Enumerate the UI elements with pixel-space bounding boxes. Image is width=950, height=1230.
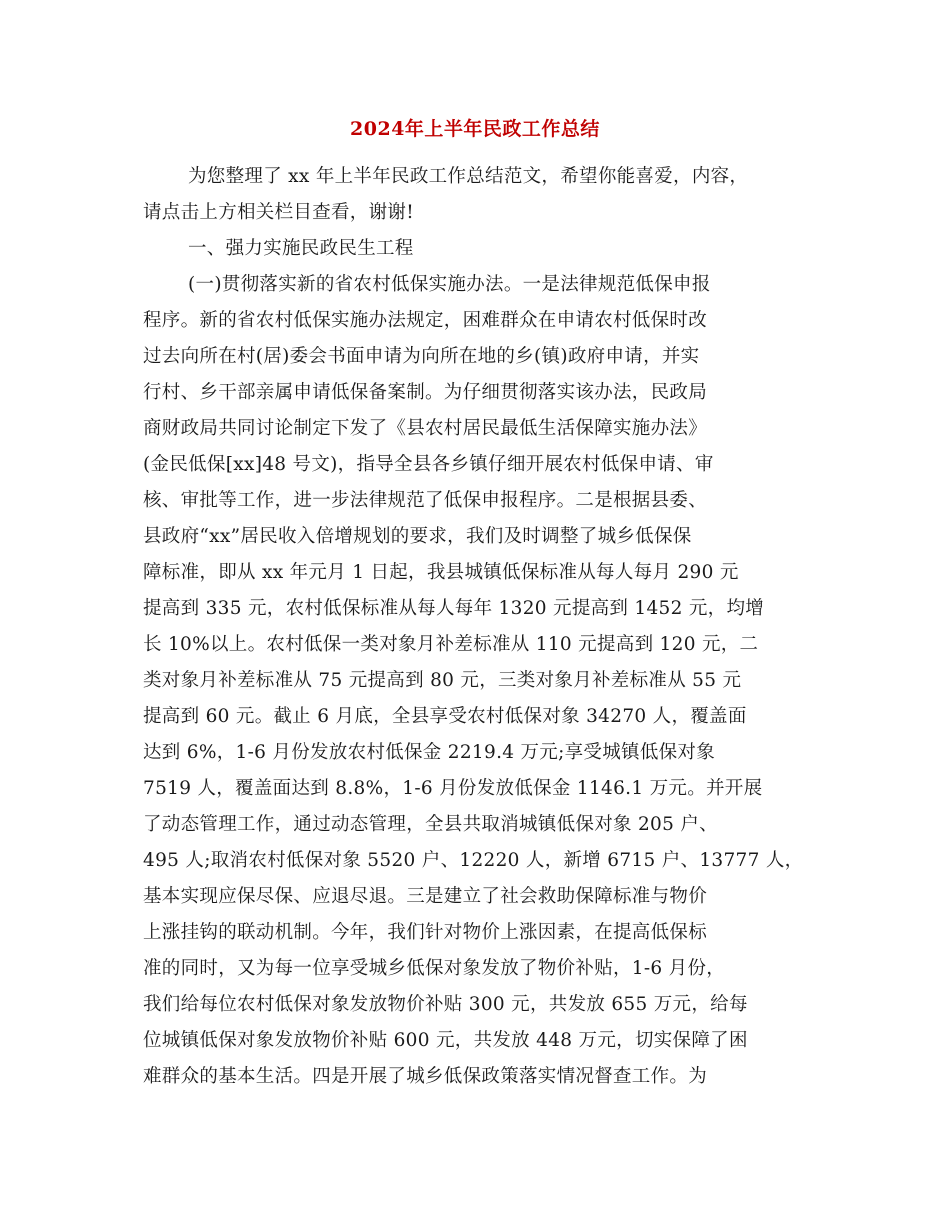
paragraph-line: (金民低保[xx]48 号文)，指导全县各乡镇仔细开展农村低保申请、审 [143, 454, 714, 475]
paragraph-line: (一)贯彻落实新的省农村低保实施办法。一是法律规范低保申报 [188, 274, 711, 295]
paragraph-line: 为您整理了 xx 年上半年民政工作总结范文，希望你能喜爱，内容， [188, 166, 749, 187]
paragraph-line: 提高到 60 元。截止 6 月底，全县享受农村低保对象 34270 人，覆盖面 [143, 706, 747, 727]
paragraph-line: 类对象月补差标准从 75 元提高到 80 元，三类对象月补差标准从 55 元 [143, 670, 742, 691]
paragraph-line: 核、审批等工作，进一步法律规范了低保申报程序。二是根据县委、 [143, 490, 708, 511]
paragraph-line: 7519 人，覆盖面达到 8.8%，1-6 月份发放低保金 1146.1 万元。并开展 [143, 778, 763, 799]
paragraph-line: 障标准，即从 xx 年元月 1 日起，我县城镇低保标准从每人每月 290 元 [143, 562, 739, 583]
paragraph-line: 难群众的基本生活。四是开展了城乡低保政策落实情况督查工作。为 [143, 1066, 708, 1087]
paragraph-line: 程序。新的省农村低保实施办法规定，困难群众在申请农村低保时改 [143, 310, 708, 331]
paragraph-line: 商财政局共同讨论制定下发了《县农村居民最低生活保障实施办法》 [143, 418, 708, 439]
paragraph-line: 一、强力实施民政民生工程 [188, 238, 414, 259]
paragraph-line: 495 人;取消农村低保对象 5520 户、12220 人，新增 6715 户、13777 人， [143, 850, 804, 871]
paragraph-line: 准的同时，又为每一位享受城乡低保对象发放了物价补贴，1-6 月份， [143, 958, 726, 979]
document-title: 2024年上半年民政工作总结 [350, 118, 600, 140]
paragraph-line: 提高到 335 元，农村低保标准从每人每年 1320 元提高到 1452 元，均增 [143, 598, 765, 619]
paragraph-line: 基本实现应保尽保、应退尽退。三是建立了社会救助保障标准与物价 [143, 886, 708, 907]
paragraph-line: 长 10%以上。农村低保一类对象月补差标准从 110 元提高到 120 元，二 [143, 634, 759, 655]
paragraph-line: 上涨挂钩的联动机制。今年，我们针对物价上涨因素，在提高低保标 [143, 922, 708, 943]
paragraph-line: 过去向所在村(居)委会书面申请为向所在地的乡(镇)政府申请，并实 [143, 346, 700, 367]
paragraph-line: 了动态管理工作，通过动态管理，全县共取消城镇低保对象 205 户、 [143, 814, 718, 835]
paragraph-line: 请点击上方相关栏目查看，谢谢! [143, 202, 414, 223]
paragraph-line: 位城镇低保对象发放物价补贴 600 元，共发放 448 万元，切实保障了困 [143, 1030, 748, 1051]
paragraph-line: 达到 6%，1-6 月份发放农村低保金 2219.4 万元;享受城镇低保对象 [143, 742, 716, 763]
paragraph-line: 县政府“xx”居民收入倍增规划的要求，我们及时调整了城乡低保保 [143, 526, 692, 547]
paragraph-line: 行村、乡干部亲属申请低保备案制。为仔细贯彻落实该办法，民政局 [143, 382, 708, 403]
paragraph-line: 我们给每位农村低保对象发放物价补贴 300 元，共发放 655 万元，给每 [143, 994, 748, 1015]
